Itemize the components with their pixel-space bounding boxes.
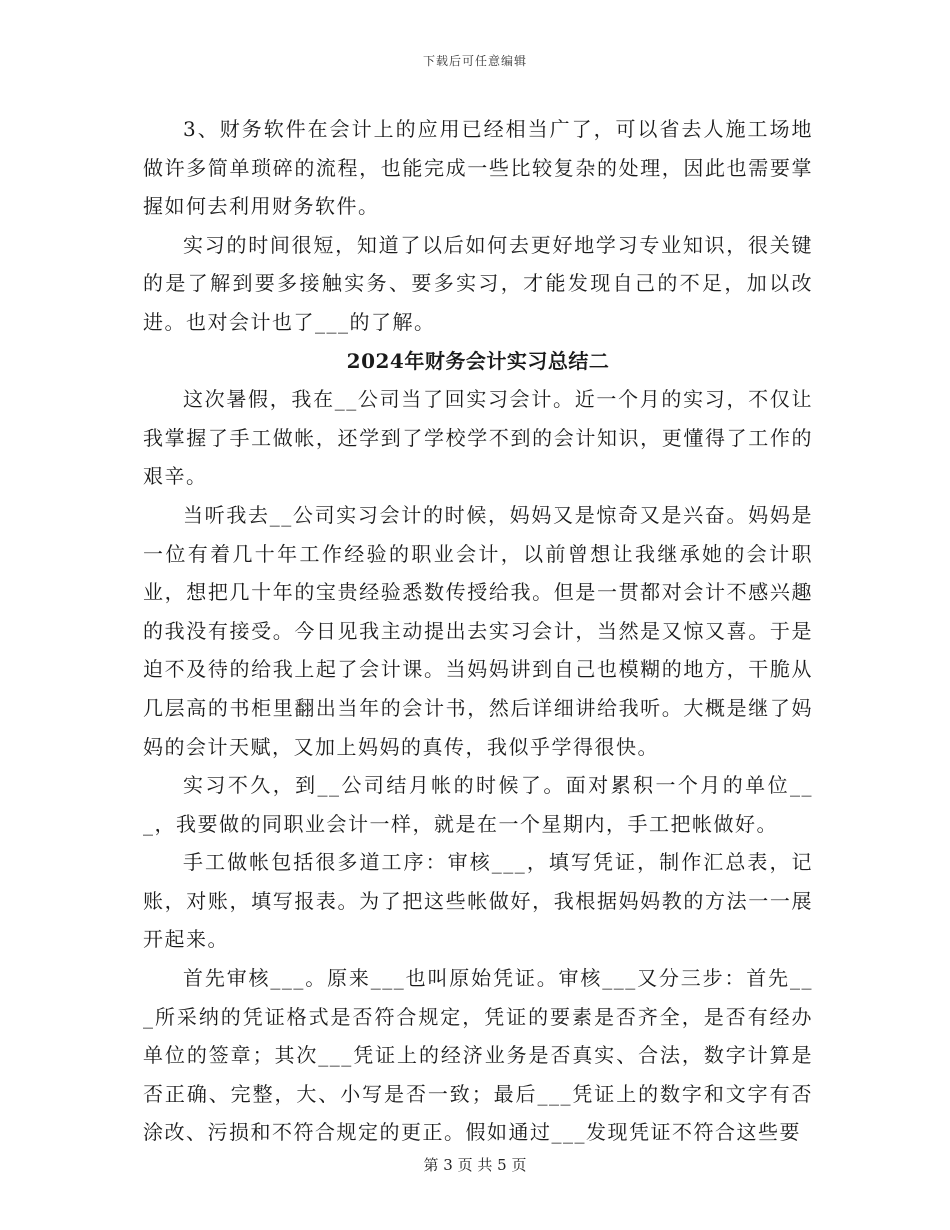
document-body [143, 110, 813, 1152]
paragraph-finance-software: 3、财务软件在会计上的应用已经相当广了，可以省去人施工场地做许多简单琐碎的流程，也能完成一些比较复杂的处理，因此也需要掌握如何去利用财务软件。 [143, 117, 813, 219]
page-header-note: 下载后可任意编辑 [422, 54, 527, 68]
page-number: 第 3 页 共 5 页 [423, 1156, 527, 1174]
paragraph-mother-accountant: 当听我去__公司实习会计的时候，妈妈又是惊奇又是兴奋。妈妈是一位有着几十年工作经验的职业会计，以前曾想让我继承她的会计职业，想把几十年的宝贵经验悉数传授给我。但是一贯都对会计不感兴趣的我没有接受。今日见我主动提出去实习会计，当然是又惊又喜。于是迫不及待的给我上起了会计课。当妈妈讲到自己也模糊的地方，干脆从几层高的书柜里翻出当年的会计书，然后详细讲给我听。大概是继了妈妈的会计天赋，又加上妈妈的真传，我似乎学得很快。 [143, 502, 813, 759]
section-heading: 2024年财务会计实习总结二 [346, 348, 610, 373]
paragraph-month-end: 实习不久，到__公司结月帐的时候了。面对累积一个月的单位___，我要做的同职业会计一样，就是在一个星期内，手工把帐做好。 [143, 773, 813, 836]
paragraph-audit-steps: 首先审核___。原来___也叫原始凭证。审核___又分三步：首先___所采纳的凭证格式是否符合规定，凭证的要素是否齐全，是否有经办单位的签章；其次___凭证上的经济业务是否真实、合法，数字计算是否正确、完整，大、小写是否一致；最后___凭证上的数字和文字有否涂改、污损和不符合规定的更正。假如通过___发现凭证不符合这些要 [143, 966, 813, 1145]
paragraph-manual-bookkeeping: 手工做帐包括很多道工序：审核___，填写凭证，制作汇总表，记账，对账，填写报表。为了把这些帐做好，我根据妈妈教的方法一一展开起来。 [143, 850, 813, 952]
paragraph-summer-internship: 这次暑假，我在__公司当了回实习会计。近一个月的实习，不仅让我掌握了手工做帐，还学到了学校学不到的会计知识，更懂得了工作的艰辛。 [143, 387, 813, 489]
paragraph-internship-summary: 实习的时间很短，知道了以后如何去更好地学习专业知识，很关键的是了解到要多接触实务、要多实习，才能发现自己的不足，加以改进。也对会计也了___的了解。 [143, 232, 813, 334]
